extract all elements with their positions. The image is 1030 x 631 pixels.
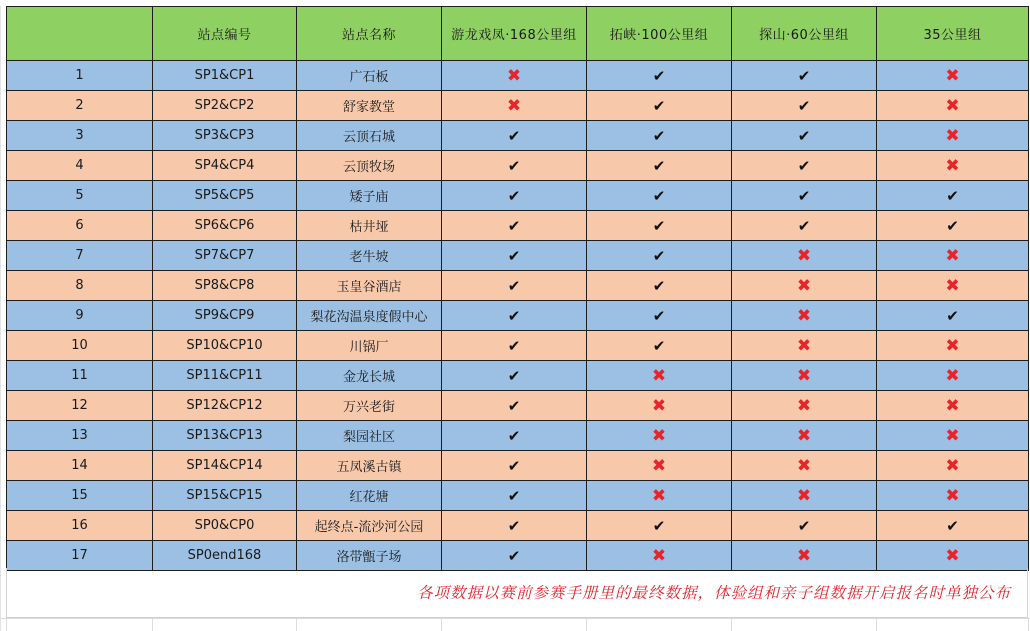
mark-cell-60km bbox=[732, 301, 877, 331]
header-cell-station-name: 站点名称 bbox=[297, 7, 442, 61]
check-icon: ✔ bbox=[946, 306, 959, 325]
cross-icon: ✖ bbox=[945, 65, 960, 86]
mark-cell-60km bbox=[732, 451, 877, 481]
check-icon: ✔ bbox=[507, 126, 521, 145]
mark-cell-168km bbox=[442, 361, 587, 391]
station-name-cell: 玉皇谷酒店 bbox=[297, 271, 442, 301]
mark-cell-35km bbox=[877, 541, 1029, 571]
check-icon: ✔ bbox=[946, 516, 959, 535]
cross-icon: ✖ bbox=[796, 545, 812, 566]
mark-cell-60km bbox=[732, 121, 877, 151]
station-name-cell: 梨园社区 bbox=[297, 421, 442, 451]
station-code-cell: SP14&CP14 bbox=[153, 451, 297, 481]
mark-cell-60km bbox=[732, 241, 877, 271]
check-icon: ✔ bbox=[946, 186, 959, 205]
station-name-cell: 金龙长城 bbox=[297, 361, 442, 391]
station-name-cell: 红花塘 bbox=[297, 481, 442, 511]
empty-grid-row bbox=[0, 618, 1030, 631]
check-icon: ✔ bbox=[652, 96, 666, 115]
table-row bbox=[7, 541, 1029, 571]
mark-cell-35km bbox=[877, 301, 1029, 331]
table-body bbox=[7, 61, 1029, 571]
mark-cell-35km bbox=[877, 181, 1029, 211]
mark-cell-35km bbox=[877, 121, 1029, 151]
check-icon: ✔ bbox=[946, 216, 959, 235]
station-code-cell: SP0end168 bbox=[153, 541, 297, 571]
check-icon: ✔ bbox=[652, 156, 666, 175]
station-code-cell: SP4&CP4 bbox=[153, 151, 297, 181]
station-name-cell: 云顶牧场 bbox=[297, 151, 442, 181]
mark-cell-35km bbox=[877, 361, 1029, 391]
mark-cell-35km bbox=[877, 61, 1029, 91]
mark-cell-100km bbox=[587, 541, 732, 571]
mark-cell-168km bbox=[442, 271, 587, 301]
mark-cell-100km bbox=[587, 121, 732, 151]
row-index-cell: 2 bbox=[7, 91, 153, 121]
mark-cell-100km bbox=[587, 421, 732, 451]
table-row bbox=[7, 301, 1029, 331]
table-row bbox=[7, 481, 1029, 511]
mark-cell-100km bbox=[587, 211, 732, 241]
check-icon: ✔ bbox=[507, 156, 521, 175]
cross-icon: ✖ bbox=[651, 485, 667, 506]
cross-icon: ✖ bbox=[945, 95, 960, 116]
check-icon: ✔ bbox=[507, 216, 521, 235]
station-code-cell: SP13&CP13 bbox=[153, 421, 297, 451]
mark-cell-35km bbox=[877, 241, 1029, 271]
check-icon: ✔ bbox=[507, 546, 521, 565]
cross-icon: ✖ bbox=[945, 245, 960, 266]
check-icon: ✔ bbox=[507, 276, 521, 295]
station-name-cell: 梨花沟温泉度假中心 bbox=[297, 301, 442, 331]
table-row bbox=[7, 241, 1029, 271]
cross-icon: ✖ bbox=[796, 275, 812, 296]
mark-cell-168km bbox=[442, 211, 587, 241]
row-index-cell: 12 bbox=[7, 391, 153, 421]
mark-cell-35km bbox=[877, 421, 1029, 451]
mark-cell-100km bbox=[587, 301, 732, 331]
check-icon: ✔ bbox=[507, 516, 521, 535]
station-code-cell: SP10&CP10 bbox=[153, 331, 297, 361]
check-icon: ✔ bbox=[797, 96, 811, 115]
header-cell-station-code: 站点编号 bbox=[153, 7, 297, 61]
mark-cell-35km bbox=[877, 331, 1029, 361]
cross-icon: ✖ bbox=[796, 305, 812, 326]
cross-icon: ✖ bbox=[945, 425, 960, 446]
mark-cell-100km bbox=[587, 271, 732, 301]
header-cell-index bbox=[7, 7, 153, 61]
cross-icon: ✖ bbox=[796, 395, 812, 416]
station-code-cell: SP11&CP11 bbox=[153, 361, 297, 391]
station-code-cell: SP8&CP8 bbox=[153, 271, 297, 301]
cross-icon: ✖ bbox=[796, 335, 812, 356]
header-row bbox=[7, 7, 1029, 61]
mark-cell-35km bbox=[877, 511, 1029, 541]
mark-cell-100km bbox=[587, 391, 732, 421]
mark-cell-100km bbox=[587, 511, 732, 541]
mark-cell-35km bbox=[877, 91, 1029, 121]
check-icon: ✔ bbox=[507, 186, 521, 205]
row-index-cell: 8 bbox=[7, 271, 153, 301]
table-row bbox=[7, 91, 1029, 121]
check-icon: ✔ bbox=[652, 126, 666, 145]
mark-cell-60km bbox=[732, 91, 877, 121]
check-icon: ✔ bbox=[507, 306, 521, 325]
mark-cell-60km bbox=[732, 331, 877, 361]
station-name-cell: 枯井垭 bbox=[297, 211, 442, 241]
mark-cell-60km bbox=[732, 61, 877, 91]
mark-cell-100km bbox=[587, 151, 732, 181]
row-index-cell: 13 bbox=[7, 421, 153, 451]
cross-icon: ✖ bbox=[651, 455, 667, 476]
station-code-cell: SP6&CP6 bbox=[153, 211, 297, 241]
station-code-cell: SP12&CP12 bbox=[153, 391, 297, 421]
row-index-cell: 10 bbox=[7, 331, 153, 361]
table-row bbox=[7, 271, 1029, 301]
header-cell-60km: 探山·60公里组 bbox=[732, 7, 877, 61]
station-name-cell: 广石板 bbox=[297, 61, 442, 91]
note-area bbox=[6, 568, 1028, 618]
cross-icon: ✖ bbox=[945, 125, 960, 146]
table-row bbox=[7, 151, 1029, 181]
row-index-cell: 5 bbox=[7, 181, 153, 211]
check-icon: ✔ bbox=[797, 156, 811, 175]
mark-cell-168km bbox=[442, 61, 587, 91]
check-icon: ✔ bbox=[797, 186, 811, 205]
station-code-cell: SP0&CP0 bbox=[153, 511, 297, 541]
row-index-cell: 7 bbox=[7, 241, 153, 271]
station-name-cell: 云顶石城 bbox=[297, 121, 442, 151]
mark-cell-100km bbox=[587, 241, 732, 271]
mark-cell-35km bbox=[877, 151, 1029, 181]
footnote-text: 各项数据以赛前参赛手册里的最终数据，体验组和亲子组数据开启报名时单独公布 bbox=[416, 584, 1011, 602]
cross-icon: ✖ bbox=[945, 275, 960, 296]
mark-cell-168km bbox=[442, 301, 587, 331]
check-icon: ✔ bbox=[652, 516, 666, 535]
station-name-cell: 万兴老街 bbox=[297, 391, 442, 421]
header-cell-100km: 拓峡·100公里组 bbox=[587, 7, 732, 61]
mark-cell-60km bbox=[732, 541, 877, 571]
mark-cell-168km bbox=[442, 121, 587, 151]
station-name-cell: 五凤溪古镇 bbox=[297, 451, 442, 481]
row-index-cell: 14 bbox=[7, 451, 153, 481]
cross-icon: ✖ bbox=[945, 335, 960, 356]
row-index-cell: 15 bbox=[7, 481, 153, 511]
row-index-cell: 1 bbox=[7, 61, 153, 91]
mark-cell-100km bbox=[587, 61, 732, 91]
mark-cell-60km bbox=[732, 271, 877, 301]
check-icon: ✔ bbox=[797, 126, 811, 145]
mark-cell-168km bbox=[442, 481, 587, 511]
table-row bbox=[7, 331, 1029, 361]
station-code-cell: SP5&CP5 bbox=[153, 181, 297, 211]
cross-icon: ✖ bbox=[796, 485, 812, 506]
mark-cell-60km bbox=[732, 181, 877, 211]
station-name-cell: 舒家教堂 bbox=[297, 91, 442, 121]
check-icon: ✔ bbox=[652, 66, 666, 85]
table-row bbox=[7, 61, 1029, 91]
cross-icon: ✖ bbox=[796, 365, 812, 386]
mark-cell-168km bbox=[442, 511, 587, 541]
mark-cell-35km bbox=[877, 211, 1029, 241]
mark-cell-60km bbox=[732, 511, 877, 541]
table-row bbox=[7, 181, 1029, 211]
mark-cell-60km bbox=[732, 211, 877, 241]
mark-cell-168km bbox=[442, 541, 587, 571]
row-index-cell: 9 bbox=[7, 301, 153, 331]
check-icon: ✔ bbox=[652, 336, 666, 355]
check-icon: ✔ bbox=[507, 456, 521, 475]
table-row bbox=[7, 121, 1029, 151]
checkpoint-table bbox=[6, 6, 1029, 571]
mark-cell-168km bbox=[442, 91, 587, 121]
mark-cell-168km bbox=[442, 391, 587, 421]
station-name-cell: 起终点-流沙河公园 bbox=[297, 511, 442, 541]
mark-cell-35km bbox=[877, 271, 1029, 301]
check-icon: ✔ bbox=[507, 246, 521, 265]
mark-cell-100km bbox=[587, 331, 732, 361]
table-row bbox=[7, 361, 1029, 391]
table-row bbox=[7, 211, 1029, 241]
check-icon: ✔ bbox=[652, 216, 666, 235]
station-name-cell: 川锅厂 bbox=[297, 331, 442, 361]
mark-cell-100km bbox=[587, 91, 732, 121]
cross-icon: ✖ bbox=[945, 365, 960, 386]
check-icon: ✔ bbox=[507, 486, 521, 505]
cross-icon: ✖ bbox=[945, 545, 960, 566]
cross-icon: ✖ bbox=[945, 155, 960, 176]
mark-cell-100km bbox=[587, 361, 732, 391]
mark-cell-60km bbox=[732, 151, 877, 181]
check-icon: ✔ bbox=[797, 516, 811, 535]
header-cell-35km: 35公里组 bbox=[877, 7, 1029, 61]
row-index-cell: 16 bbox=[7, 511, 153, 541]
row-index-cell: 17 bbox=[7, 541, 153, 571]
cross-icon: ✖ bbox=[506, 95, 522, 116]
cross-icon: ✖ bbox=[651, 545, 667, 566]
row-index-cell: 6 bbox=[7, 211, 153, 241]
cross-icon: ✖ bbox=[945, 455, 960, 476]
mark-cell-60km bbox=[732, 361, 877, 391]
table-row bbox=[7, 391, 1029, 421]
cross-icon: ✖ bbox=[945, 485, 960, 506]
station-code-cell: SP9&CP9 bbox=[153, 301, 297, 331]
mark-cell-100km bbox=[587, 451, 732, 481]
check-icon: ✔ bbox=[652, 276, 666, 295]
station-name-cell: 矮子庙 bbox=[297, 181, 442, 211]
cross-icon: ✖ bbox=[651, 365, 667, 386]
mark-cell-168km bbox=[442, 151, 587, 181]
mark-cell-100km bbox=[587, 481, 732, 511]
cross-icon: ✖ bbox=[796, 245, 812, 266]
cross-icon: ✖ bbox=[506, 65, 522, 86]
cross-icon: ✖ bbox=[796, 455, 812, 476]
cross-icon: ✖ bbox=[945, 395, 960, 416]
mark-cell-168km bbox=[442, 421, 587, 451]
mark-cell-100km bbox=[587, 181, 732, 211]
table-row bbox=[7, 451, 1029, 481]
station-name-cell: 洛带甑子场 bbox=[297, 541, 442, 571]
mark-cell-35km bbox=[877, 481, 1029, 511]
header-cell-168km: 游龙戏凤·168公里组 bbox=[442, 7, 587, 61]
row-index-cell: 3 bbox=[7, 121, 153, 151]
check-icon: ✔ bbox=[652, 246, 666, 265]
check-icon: ✔ bbox=[507, 366, 521, 385]
station-code-cell: SP1&CP1 bbox=[153, 61, 297, 91]
cross-icon: ✖ bbox=[651, 395, 667, 416]
mark-cell-168km bbox=[442, 181, 587, 211]
row-index-cell: 4 bbox=[7, 151, 153, 181]
check-icon: ✔ bbox=[507, 426, 521, 445]
check-icon: ✔ bbox=[797, 216, 811, 235]
check-icon: ✔ bbox=[652, 186, 666, 205]
station-code-cell: SP15&CP15 bbox=[153, 481, 297, 511]
mark-cell-168km bbox=[442, 451, 587, 481]
check-icon: ✔ bbox=[797, 66, 811, 85]
row-index-cell: 11 bbox=[7, 361, 153, 391]
mark-cell-60km bbox=[732, 391, 877, 421]
station-code-cell: SP2&CP2 bbox=[153, 91, 297, 121]
check-icon: ✔ bbox=[652, 306, 666, 325]
mark-cell-60km bbox=[732, 421, 877, 451]
check-icon: ✔ bbox=[507, 336, 521, 355]
mark-cell-35km bbox=[877, 391, 1029, 421]
cross-icon: ✖ bbox=[796, 425, 812, 446]
mark-cell-60km bbox=[732, 481, 877, 511]
mark-cell-35km bbox=[877, 451, 1029, 481]
mark-cell-168km bbox=[442, 241, 587, 271]
table-row bbox=[7, 421, 1029, 451]
station-code-cell: SP3&CP3 bbox=[153, 121, 297, 151]
station-name-cell: 老牛坡 bbox=[297, 241, 442, 271]
station-code-cell: SP7&CP7 bbox=[153, 241, 297, 271]
table-row bbox=[7, 511, 1029, 541]
cross-icon: ✖ bbox=[651, 425, 667, 446]
mark-cell-168km bbox=[442, 331, 587, 361]
check-icon: ✔ bbox=[507, 396, 521, 415]
